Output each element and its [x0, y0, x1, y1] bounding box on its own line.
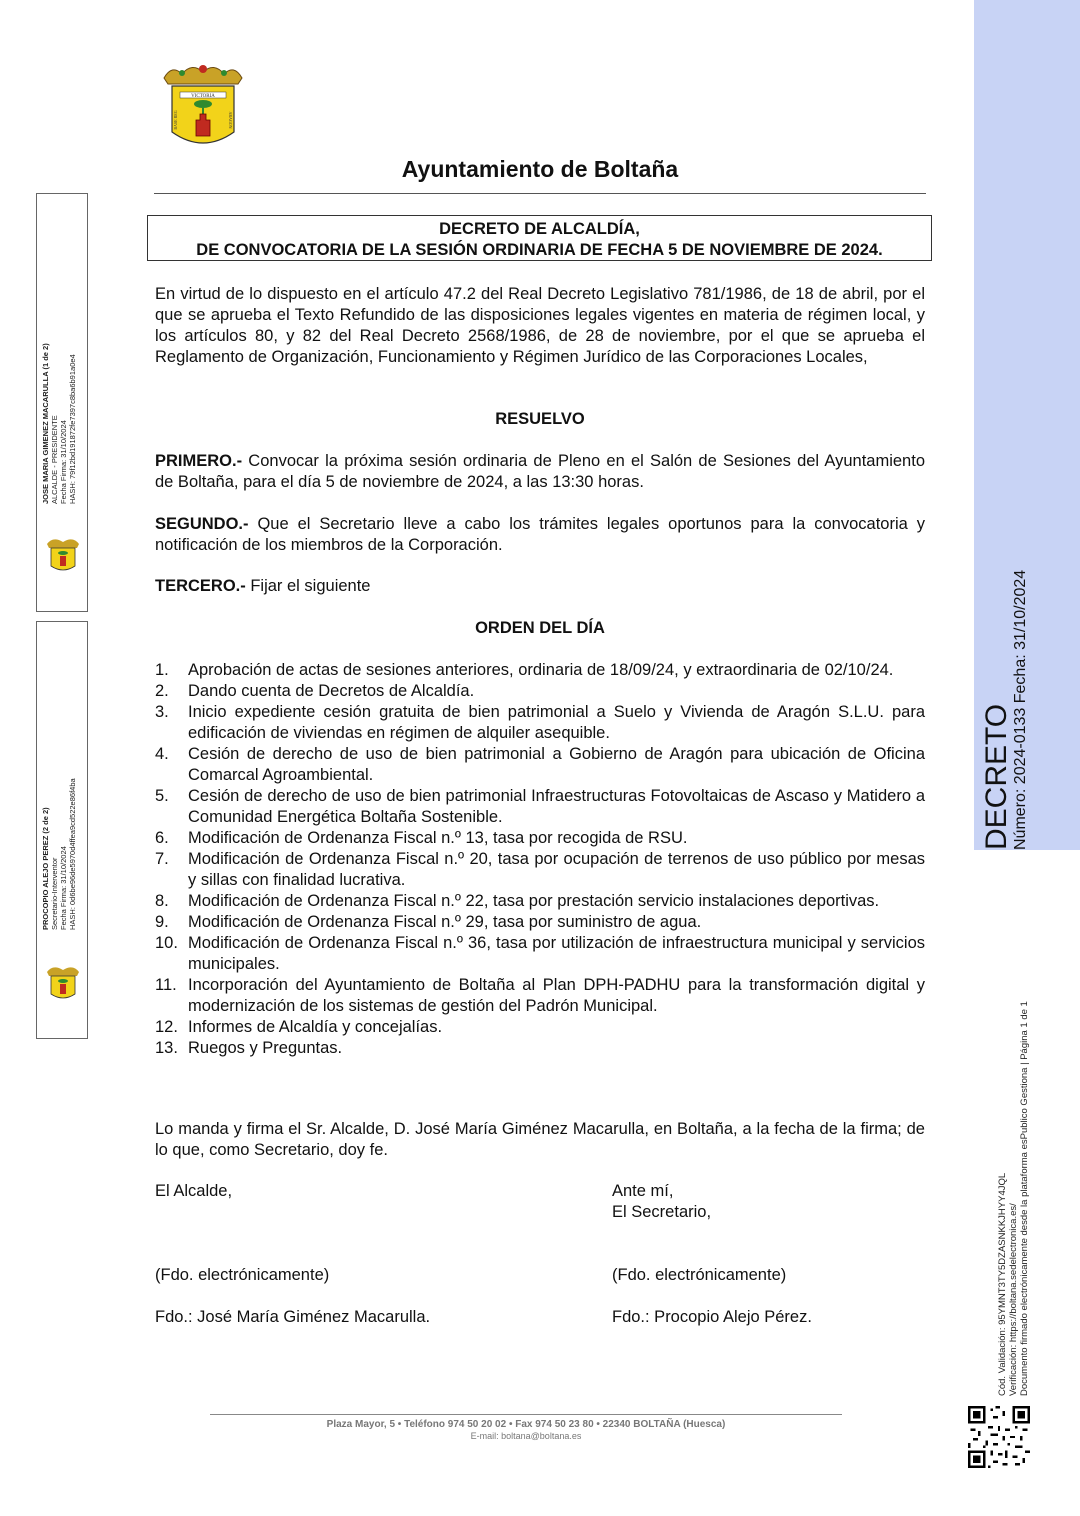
stamp-secretary-hash: HASH: 0d6be96de5970d4ffea9cd522e86f4ba	[68, 778, 77, 930]
secretary-role-line1: Ante mí,	[612, 1182, 674, 1200]
municipal-crest-logo	[158, 62, 248, 150]
stamp-secretary-text	[41, 778, 77, 930]
signature-stamp-secretary	[36, 621, 88, 1039]
signature-stamp-mayor	[36, 193, 88, 612]
intro-paragraph: En virtud de lo dispuesto en el artículo 47.2 del Real Decreto Legislativo 781/1986, de 18 de abril, por el que se aprueba el Texto Refundido de las disposiciones legales vigentes en materia de régimen local, y los artículos 80, y 82 del Real Decreto 2568/1986, de 28 de noviembre, por el que se aprueba el Reglamento de Organización, Funcionamiento y Régimen Jurídico de las Corporaciones Locales,	[155, 285, 925, 366]
agenda-item-text: Modificación de Ordenanza Fiscal n.º 36, tasa por utilización de infraestructura municipal y servicios municipales.	[188, 934, 925, 973]
document-signed-note: Documento firmado electrónicamente desde la plataforma esPublico Gestiona | Página 1 de 1	[1019, 1001, 1030, 1396]
validation-code: Cód. Validación: 95YMNT3TY5DZASNKKJHYY4JQL	[997, 1172, 1008, 1396]
decree-title-line2: DE CONVOCATORIA DE LA SESIÓN ORDINARIA DE FECHA 5 DE NOVIEMBRE DE 2024.	[196, 241, 883, 259]
primero-paragraph	[155, 451, 925, 493]
header-divider	[154, 193, 926, 194]
stamp-crest-icon	[43, 962, 83, 1002]
agenda-item-number: 9.	[155, 913, 169, 931]
agenda-item-number: 13.	[155, 1039, 178, 1057]
stamp-mayor-date: Fecha Firma: 31/10/2024	[59, 420, 68, 504]
footer-email: E-mail: boltana@boltana.es	[470, 1431, 582, 1441]
primero-text: Convocar la próxima sesión ordinaria de Pleno en el Salón de Sesiones del Ayuntamiento de Boltaña, para el día 5 de noviembre de 2024, a las 13:30 horas.	[155, 452, 925, 491]
agenda-item	[155, 828, 925, 849]
verification-url: Verificación: https://boltana.sedelectronica.es/	[1008, 1203, 1019, 1396]
agenda-item	[155, 1038, 925, 1059]
agenda-item-text: Aprobación de actas de sesiones anteriores, ordinaria de 18/09/24, y extraordinaria de 02/10/24.	[188, 661, 894, 679]
orden-del-dia-heading: ORDEN DEL DÍA	[475, 619, 605, 637]
segundo-paragraph	[155, 514, 925, 556]
agenda-item	[155, 660, 925, 681]
stamp-secretary-title: PROCOPIO ALEJO PEREZ (2 de 2)	[41, 807, 50, 930]
agenda-item	[155, 849, 925, 891]
agenda-item-number: 5.	[155, 787, 169, 805]
secretary-name: Fdo.: Procopio Alejo Pérez.	[612, 1308, 812, 1326]
secretary-role	[612, 1181, 711, 1223]
mayor-name: Fdo.: José María Giménez Macarulla.	[155, 1308, 431, 1326]
agenda-item-number: 6.	[155, 829, 169, 847]
agenda-item-text: Modificación de Ordenanza Fiscal n.º 22, tasa por prestación servicio instalaciones deportivas.	[188, 892, 880, 910]
agenda-item-text: Modificación de Ordenanza Fiscal n.º 20, tasa por ocupación de terrenos de uso público por mesas y sillas con finalidad lucrativa.	[188, 850, 925, 889]
tercero-paragraph	[155, 576, 925, 597]
stamp-crest-icon	[43, 534, 83, 574]
agenda-item	[155, 702, 925, 744]
svg-text:VICTORIA: VICTORIA	[191, 94, 215, 99]
agenda-item	[155, 912, 925, 933]
agenda-item	[155, 744, 925, 786]
decree-title-box	[147, 215, 932, 261]
stamp-mayor-text	[41, 343, 77, 504]
agenda-item-number: 2.	[155, 682, 169, 700]
agenda-item	[155, 933, 925, 975]
agenda-item-text: Modificación de Ordenanza Fiscal n.º 29, tasa por suministro de agua.	[188, 913, 702, 931]
agenda-item	[155, 1017, 925, 1038]
agenda-item	[155, 786, 925, 828]
agenda-item	[155, 681, 925, 702]
stamp-secretary-date: Fecha Firma: 31/10/2024	[59, 846, 68, 930]
resuelvo-heading: RESUELVO	[495, 410, 585, 428]
agenda-item-number: 8.	[155, 892, 169, 910]
mayor-electronic-signature: (Fdo. electrónicamente)	[155, 1266, 330, 1284]
svg-text:ARAGON: ARAGON	[228, 111, 233, 129]
stamp-mayor-title: JOSE MARIA GIMENEZ MACARULLA (1 de 2)	[41, 343, 50, 504]
tercero-label: TERCERO.-	[155, 577, 246, 595]
mayor-role: El Alcalde,	[155, 1182, 233, 1200]
decree-title-line1: DECRETO DE ALCALDÍA,	[439, 220, 640, 238]
agenda-item-text: Cesión de derecho de uso de bien patrimonial Infraestructuras Fotovoltaicas de Ascaso y Matidero a Comunidad Energética Boltaña Sostenible.	[188, 787, 925, 826]
footer-address: Plaza Mayor, 5 • Teléfono 974 50 20 02 • Fax 974 50 23 80 • 22340 BOLTAÑA (Huesca)	[326, 1419, 726, 1430]
agenda-item	[155, 975, 925, 1017]
svg-text:BASE REG: BASE REG	[173, 110, 178, 130]
segundo-text: Que el Secretario lleve a cabo los trámites legales oportunos para la convocatoria y notificación de los miembros de la Corporación.	[155, 515, 925, 554]
agenda-item-text: Incorporación del Ayuntamiento de Boltaña al Plan DPH-PADHU para la transformación digital y modernización de los sistemas de gestión del Padrón Municipal.	[188, 976, 925, 1015]
agenda-item	[155, 891, 925, 912]
closing-paragraph: Lo manda y firma el Sr. Alcalde, D. José María Giménez Macarulla, en Boltaña, a la fecha de la firma; de lo que, como Secretario, doy fe.	[155, 1120, 925, 1159]
tercero-text: Fijar el siguiente	[245, 577, 371, 595]
agenda-item-number: 11.	[155, 976, 177, 994]
agenda-item-text: Dando cuenta de Decretos de Alcaldía.	[188, 682, 475, 700]
stamp-mayor-hash: HASH: 79f12bd191872fe7397c8ba6b91a0e4	[68, 354, 77, 504]
agenda-item-number: 1.	[155, 661, 169, 679]
sidebar-decreto-label: DECRETO	[980, 703, 1013, 850]
footer-divider	[210, 1414, 842, 1415]
agenda-item-text: Cesión de derecho de uso de bien patrimonial a Gobierno de Aragón para ubicación de Oficina Comarcal Agroambiental.	[188, 745, 925, 784]
stamp-mayor-role: ALCALDE - PRESIDENTE	[50, 415, 59, 504]
secretary-electronic-signature: (Fdo. electrónicamente)	[612, 1266, 787, 1284]
segundo-label: SEGUNDO.-	[155, 515, 249, 533]
sidebar-number-date: Número: 2024-0133 Fecha: 31/10/2024	[1012, 569, 1029, 850]
stamp-secretary-role: Secretario-Interventor	[50, 857, 59, 930]
agenda-item-text: Modificación de Ordenanza Fiscal n.º 13, tasa por recogida de RSU.	[188, 829, 688, 847]
agenda-item-number: 4.	[155, 745, 169, 763]
agenda-item-number: 7.	[155, 850, 169, 868]
agenda-item-number: 3.	[155, 703, 169, 721]
municipality-title: Ayuntamiento de Boltaña	[401, 156, 679, 182]
agenda	[155, 660, 925, 1059]
agenda-item-number: 12.	[155, 1018, 178, 1036]
agenda-item-text: Inicio expediente cesión gratuita de bien patrimonial a Suelo y Vivienda de Aragón S.L.U. para edificación de viviendas en régimen de alquiler asequible.	[188, 703, 925, 742]
secretary-role-line2: El Secretario,	[612, 1203, 712, 1221]
agenda-item-text: Ruegos y Preguntas.	[188, 1039, 343, 1057]
primero-label: PRIMERO.-	[155, 452, 243, 470]
agenda-item-text: Informes de Alcaldía y concejalías.	[188, 1018, 443, 1036]
agenda-item-number: 10.	[155, 934, 178, 952]
sidebar-validation-info	[997, 1001, 1030, 1396]
